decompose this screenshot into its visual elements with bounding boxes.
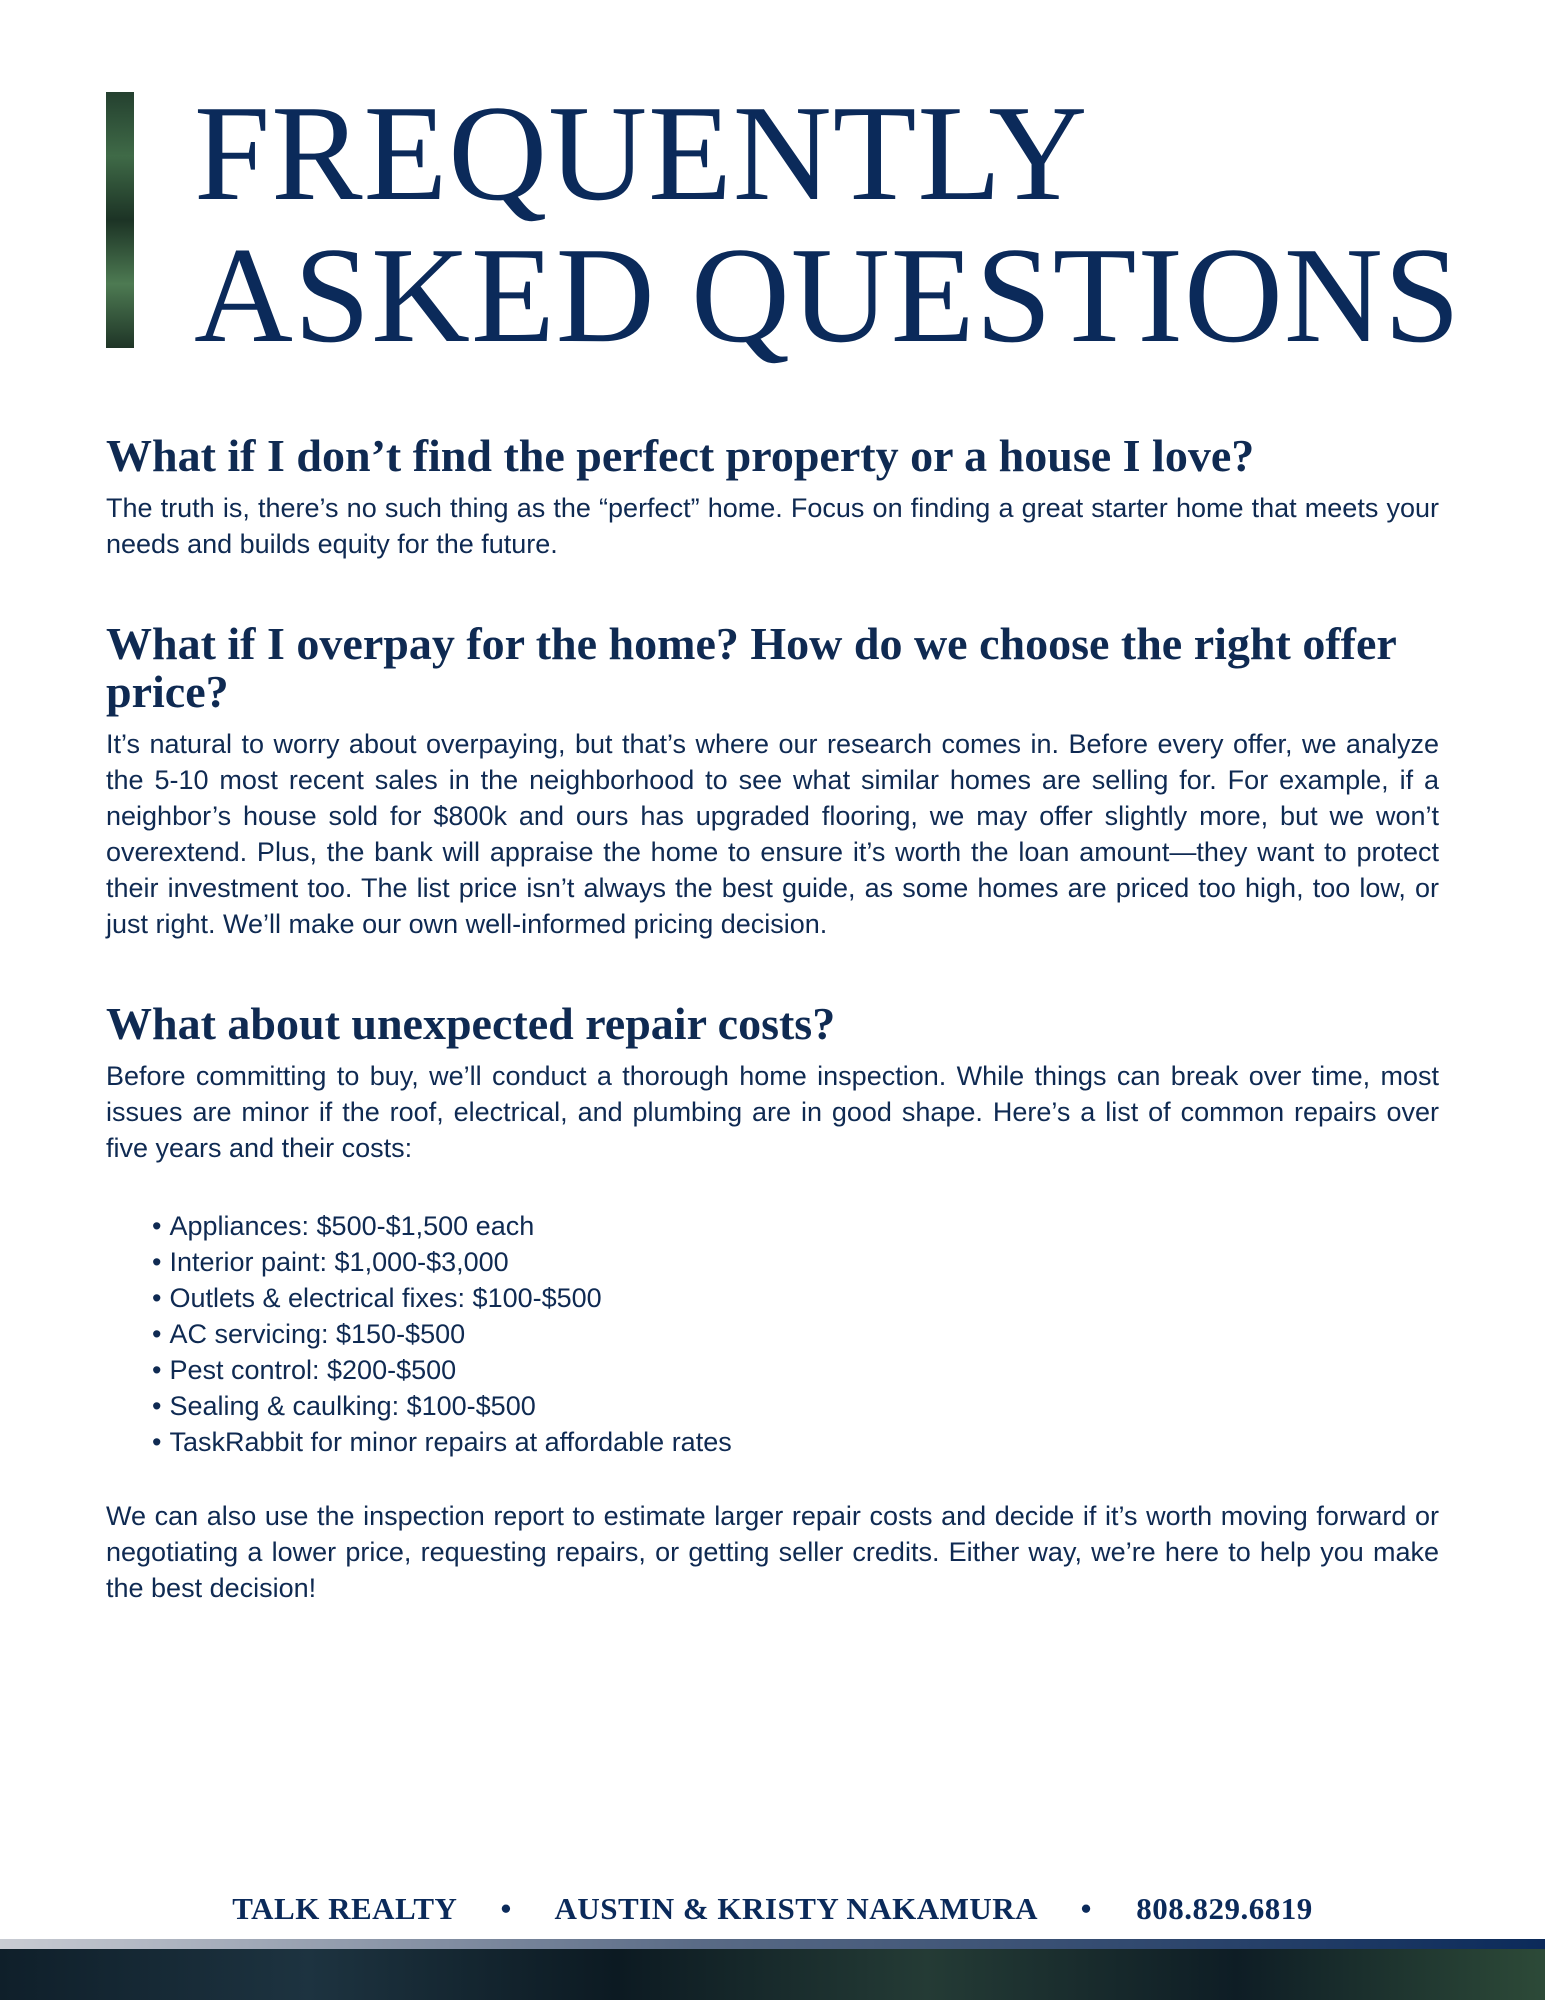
footer-contact-line: [0, 1891, 1545, 1927]
faq-content: [106, 432, 1439, 1606]
faq-question: What if I don’t find the perfect property or a house I love?: [106, 430, 1255, 481]
faq-answer-followup: We can also use the inspection report to estimate larger repair costs and decide if it’s worth moving forward or negotiating a lower price, requesting repairs, or getting seller credits. Either way, we’re here to help you make the best decision!: [106, 1501, 1439, 1603]
faq-answer: The truth is, there’s no such thing as the “perfect” home. Focus on finding a great starter home that meets your needs and builds equity for the future.: [106, 493, 1439, 559]
faq-answer: Before committing to buy, we’ll conduct a thorough home inspection. While things can break over time, most issues are minor if the roof, electrical, and plumbing are in good shape. Here’s a list of common repairs over five years and their costs:: [106, 1061, 1439, 1163]
faq-item-perfect-home: [106, 432, 1439, 562]
footer-phone: 808.829.6819: [1136, 1891, 1313, 1926]
title-line-2: ASKED QUESTIONS: [194, 219, 1462, 371]
repair-cost-list: [106, 1208, 1439, 1460]
faq-answer: It’s natural to worry about overpaying, but that’s where our research comes in. Before every offer, we analyze the 5-10 most recent sales in the neighborhood to see what similar homes are selling for. For example, if a neighbor’s house sold for $800k and ours has upgraded flooring, we may offer slightly more, but we won’t overextend. Plus, the bank will appraise the home to ensure it’s worth the loan amount—they want to protect their investment too. The list price isn’t always the best guide, as some homes are priced too high, too low, or just right. We’ll make our own well-informed pricing decision.: [106, 729, 1439, 939]
list-item: • Interior paint: $1,000-$3,000: [152, 1244, 1439, 1280]
list-item: • Appliances: $500-$1,500 each: [152, 1208, 1439, 1244]
list-item: • AC servicing: $150-$500: [152, 1316, 1439, 1352]
footer-leaf-band: [0, 1949, 1545, 2000]
page-title: [194, 77, 1462, 371]
faq-item-repair-costs: [106, 1000, 1439, 1606]
list-item: • TaskRabbit for minor repairs at affordable rates: [152, 1424, 1439, 1460]
title-line-1: FREQUENTLY: [194, 77, 1089, 229]
list-item: • Outlets & electrical fixes: $100-$500: [152, 1280, 1439, 1316]
list-item: • Sealing & caulking: $100-$500: [152, 1388, 1439, 1424]
faq-item-overpay: [106, 620, 1439, 942]
footer-gradient-rule: [0, 1939, 1545, 1949]
footer-company: TALK REALTY: [232, 1891, 457, 1926]
leaf-accent-bar: [106, 92, 134, 348]
footer-separator: •: [500, 1891, 512, 1926]
footer-agents: AUSTIN & KRISTY NAKAMURA: [554, 1891, 1037, 1926]
faq-question: What about unexpected repair costs?: [106, 998, 836, 1049]
footer-separator: •: [1080, 1891, 1092, 1926]
list-item: • Pest control: $200-$500: [152, 1352, 1439, 1388]
faq-question: What if I overpay for the home? How do we choose the right offer price?: [106, 618, 1396, 717]
